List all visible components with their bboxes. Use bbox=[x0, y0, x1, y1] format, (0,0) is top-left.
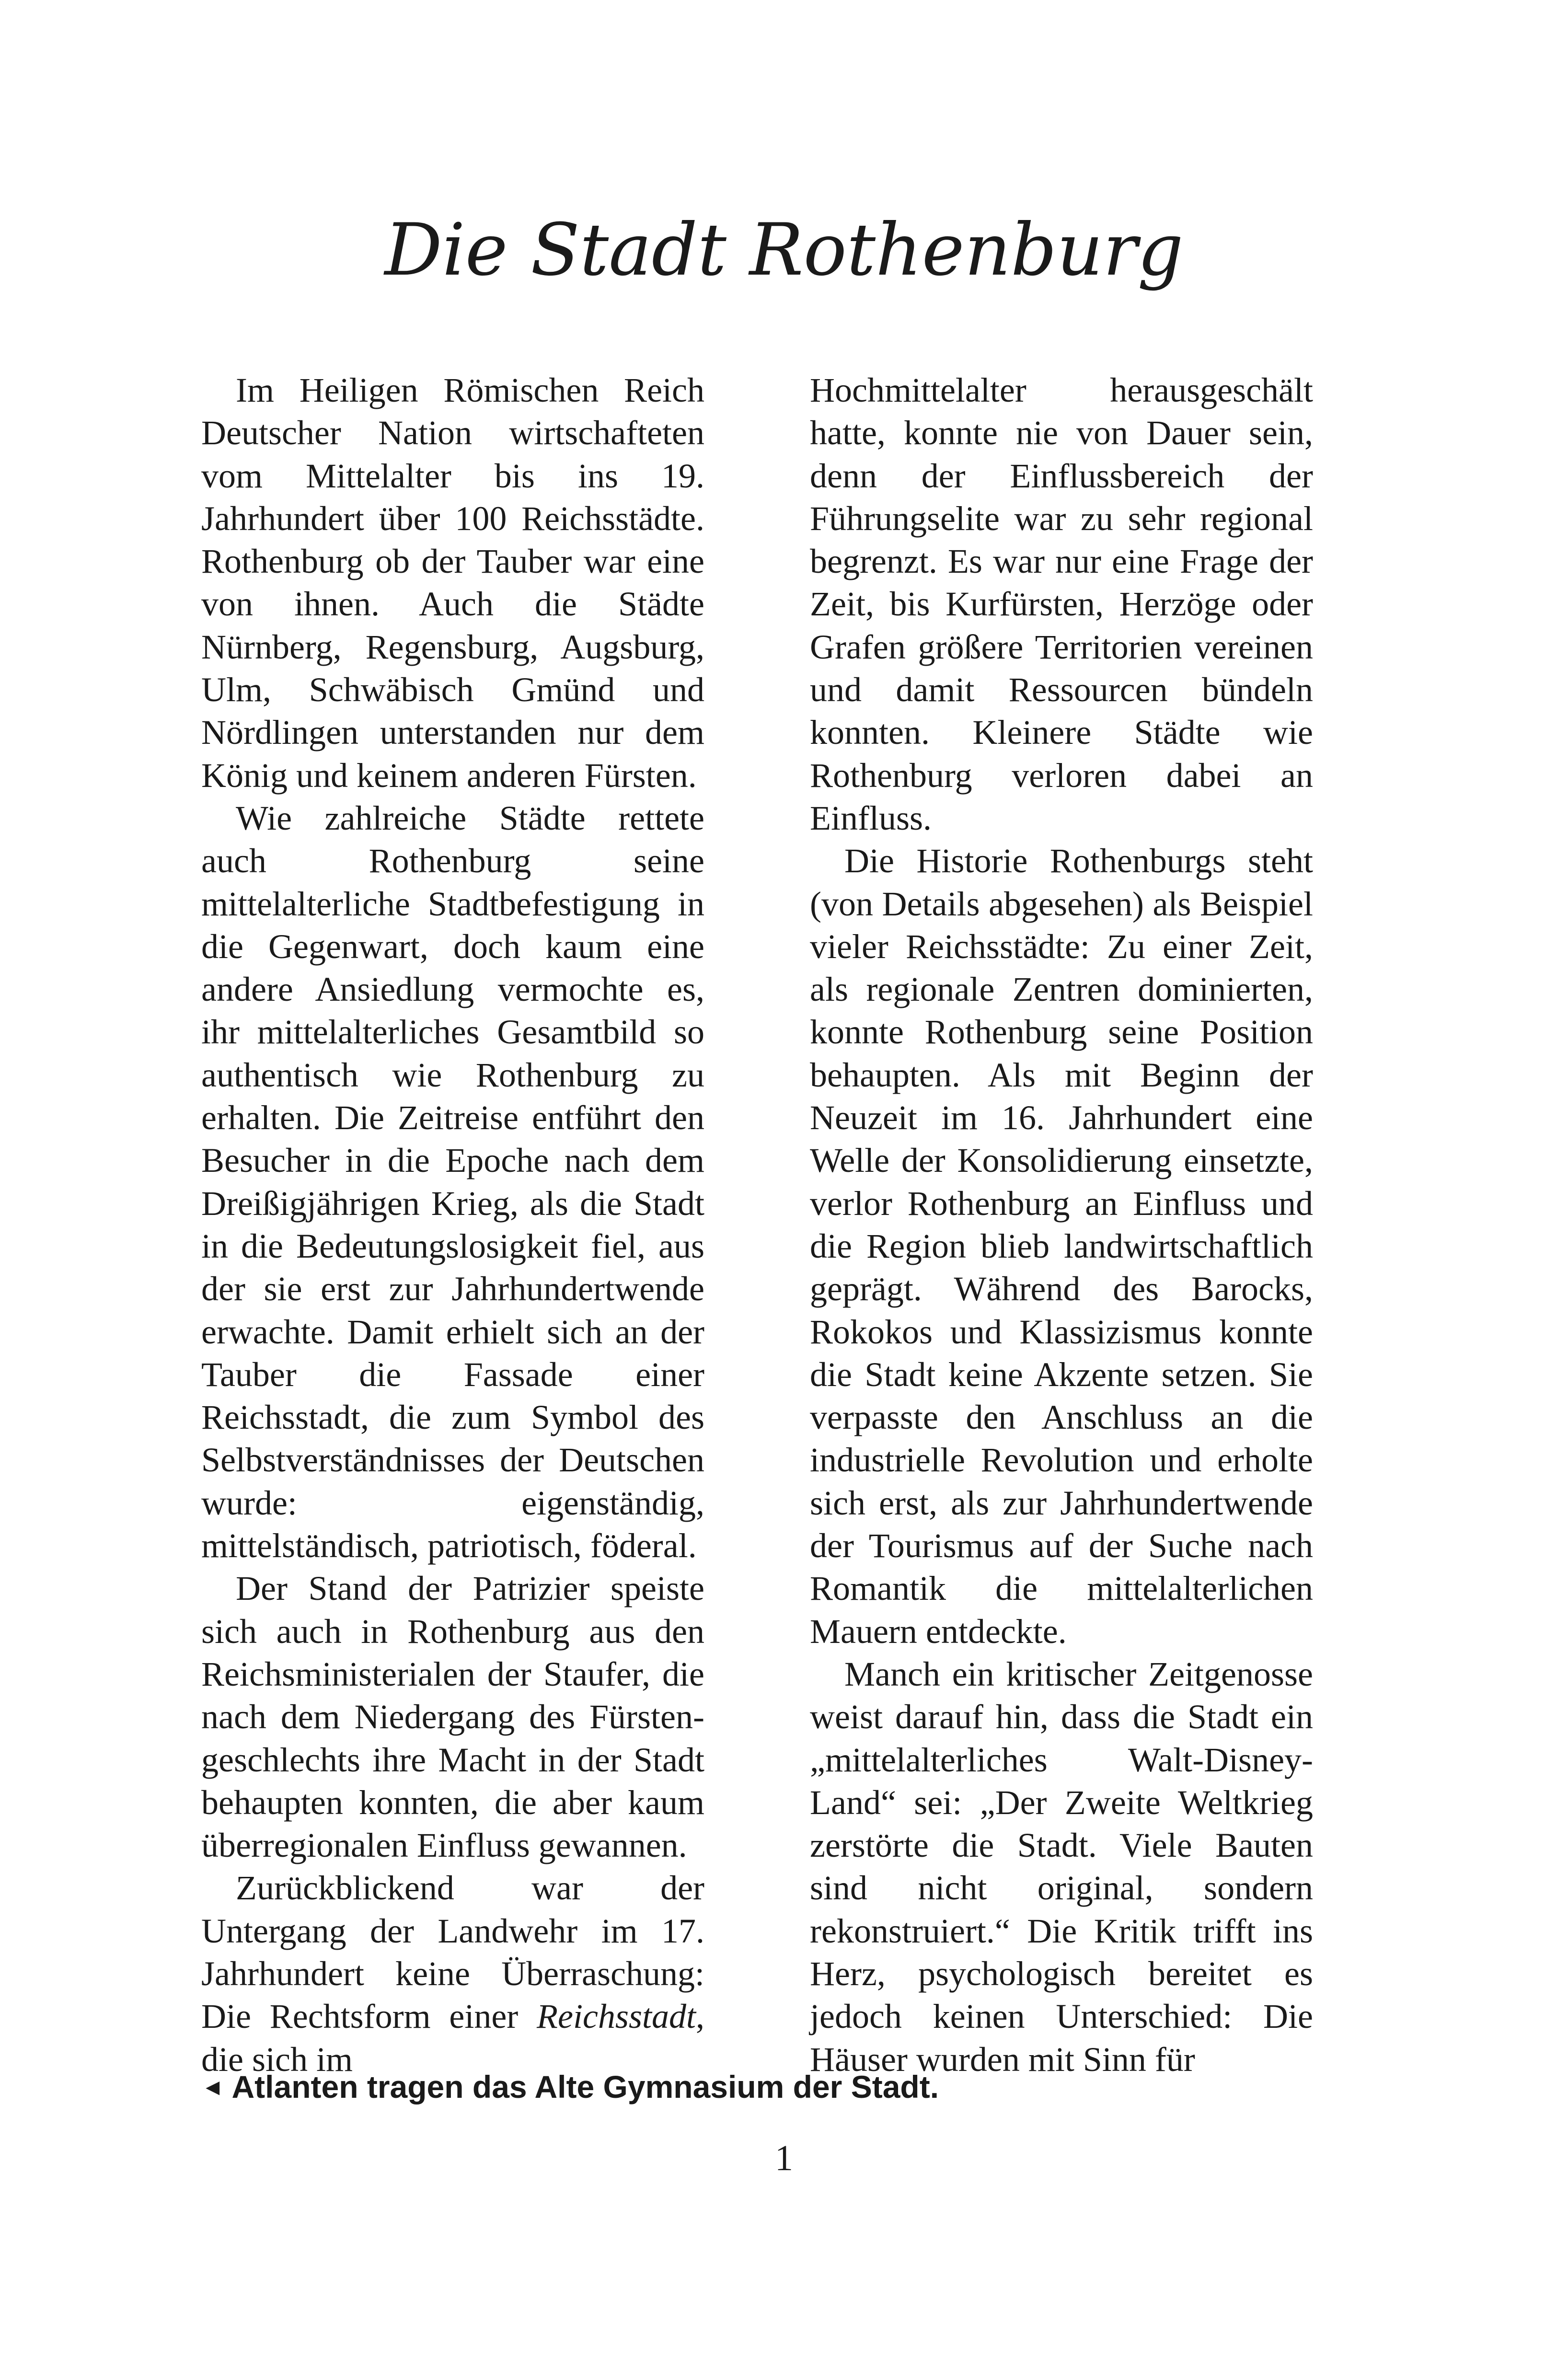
right-paragraph-1: Hochmittelalter herausgeschält hatte, konnte nie von Dauer sein, denn der Einflussbereich der Führungselite war zu sehr regional begrenzt. Es war nur eine Frage der Zeit, bis Kurfürsten, Herzöge oder Grafen größere Territorien vereinen und damit Ressourcen bündeln konnten. Kleinere Städte wie Rothenburg verloren dabei an Einfluss. bbox=[810, 371, 1313, 837]
left-column bbox=[201, 369, 704, 2081]
caption-text: Atlanten tragen das Alte Gymnasium der Stadt. bbox=[231, 2069, 939, 2105]
italic-term: Reichsstadt bbox=[537, 1997, 696, 2036]
left-paragraph-1: Im Heiligen Römischen Reich Deutscher Nation wirtschafteten vom Mittelalter bis ins 19. Jahrhundert über 100 Reichsstädte. Rothenburg ob der Tauber war eine von ihnen. Auch die Städte Nürnberg, Regensburg, Augsburg, Ulm, Schwäbisch Gmünd und Nördlingen unterstanden nur dem König und keinem anderen Fürsten. bbox=[201, 371, 704, 795]
left-paragraph-4-end: , die sich im bbox=[201, 1997, 704, 2079]
left-paragraph-2: Wie zahlreiche Städte rettete auch Rothenburg seine mittelalterliche Stadtbefestigung in die Gegenwart, doch kaum eine andere Ansiedlung vermochte es, ihr mittelalterliches Gesamtbild so authentisch wie Rothenburg zu erhalten. Die Zeitreise entführt den Besucher in die Epoche nach dem Dreißigjährigen Krieg, als die Stadt in die Bedeutungslosigkeit fiel, aus der sie erst zur Jahrhundertwende erwachte. Damit erhielt sich an der Tauber die Fassade einer Reichsstadt, die zum Symbol des Selbstverständnisses der Deutschen wurde: eigenständig, mittelständisch, patriotisch, föderal. bbox=[201, 798, 704, 1565]
left-paragraph-4 bbox=[201, 1867, 704, 2081]
page-title: Die Stadt Rothenburg bbox=[384, 208, 1184, 292]
left-paragraph-3: Der Stand der Patrizier speiste sich auch in Rothenburg aus den Reichsministerialen der Staufer, die nach dem Niedergang des Fürstengeschlechts ihre Macht in der Stadt behaupten konnten, die aber kaum überregionalen Einfluss gewannen. bbox=[201, 1569, 704, 1865]
page-number: 1 bbox=[775, 2138, 793, 2178]
image-caption bbox=[201, 2068, 1351, 2106]
right-paragraph-2: Die Historie Rothenburgs steht (von Details abgesehen) als Beispiel vieler Reichsstädte: Zu einer Zeit, als regionale Zentren dominierten, konnte Rothenburg seine Position behaupten. Als mit Beginn der Neuzeit im 16. Jahrhundert eine Welle der Konsolidierung einsetzte, verlor Rothenburg an Einfluss und die Region blieb landwirtschaftlich geprägt. Während des Barocks, Rokokos und Klassizismus konnte die Stadt keine Akzente setzen. Sie verpasste den Anschluss an die industrielle Revolution und erholte sich erst, als zur Jahrhundertwende der Tourismus auf der Suche nach Romantik die mittelalterlichen Mauern entdeckte. bbox=[810, 842, 1313, 1651]
right-column bbox=[810, 369, 1313, 2081]
left-triangle-icon: ◄ bbox=[201, 2075, 224, 2100]
left-paragraph-4-start: Zurückblickend war der Untergang der Landwehr im 17. Jahrhundert keine Überraschung: Die Rechtsform einer bbox=[201, 1869, 704, 2036]
right-paragraph-3: Manch ein kritischer Zeitgenosse weist darauf hin, dass die Stadt ein „mittelalterliches Walt-Disney-Land“ sei: „Der Zweite Weltkrieg zerstörte die Stadt. Viele Bauten sind nicht original, sondern rekonstruiert.“ Die Kritik trifft ins Herz, psychologisch bereitet es jedoch keinen Unterschied: Die Häuser wurden mit Sinn für bbox=[810, 1654, 1313, 2079]
